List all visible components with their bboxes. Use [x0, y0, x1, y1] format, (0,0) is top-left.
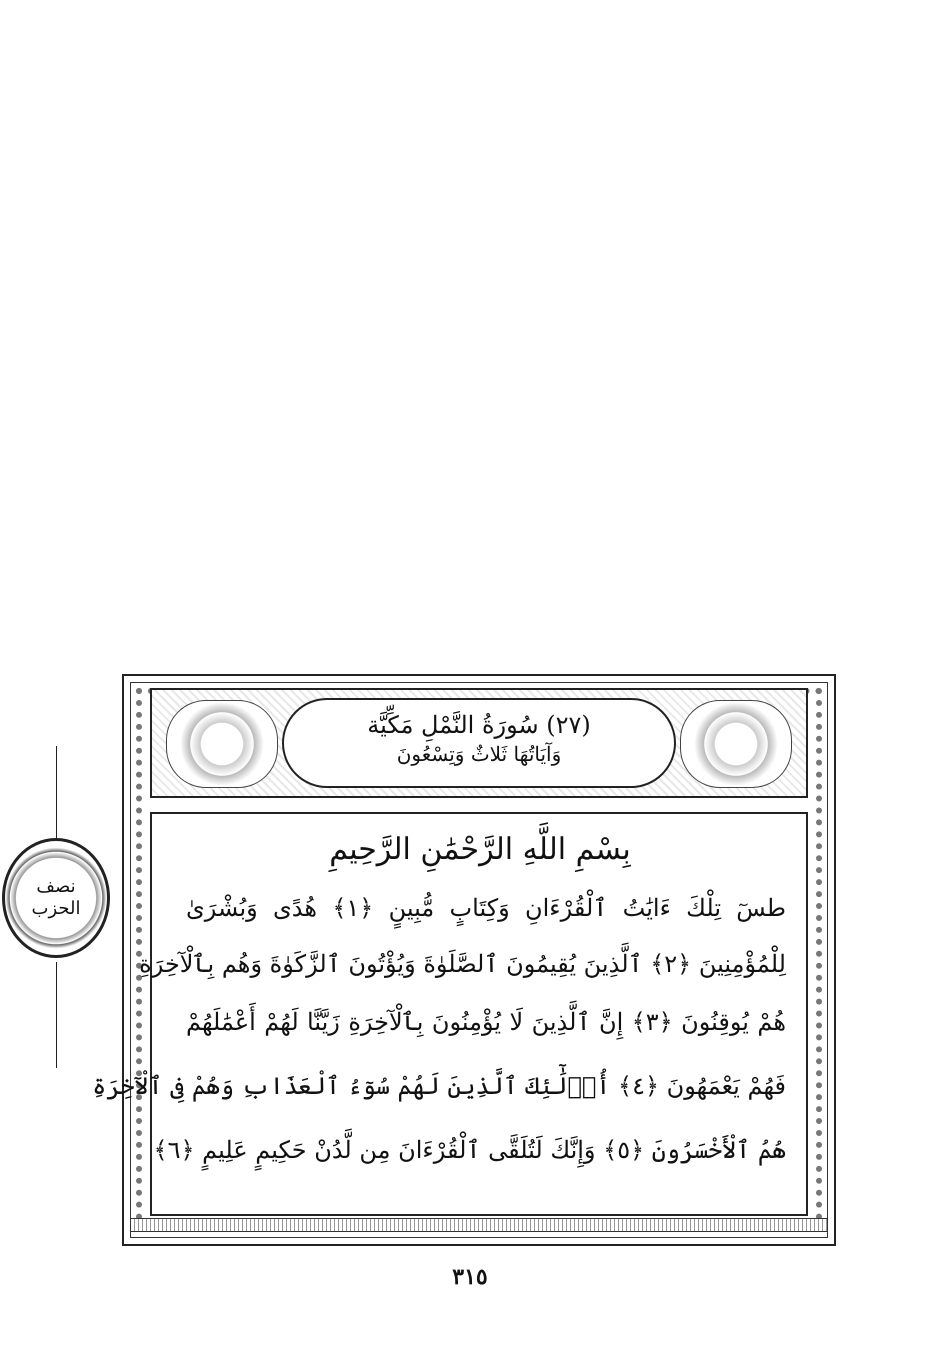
basmala: بِسْمِ اللَّهِ الرَّحْمَٰنِ الرَّحِيمِ [329, 832, 631, 867]
header-ornament-left [166, 700, 278, 788]
sura-header [150, 688, 808, 798]
hizb-medallion [2, 838, 110, 958]
bottom-border-strip [130, 1218, 828, 1232]
verse-line-3: هُمْ يُوقِنُونَ ﴿٣﴾ إِنَّ ٱلَّذِينَ لَا يُؤْمِنُونَ بِٱلْآخِرَةِ زَيَّنَّا لَهُمْ أَعْمَٰلَهُمْ [186, 1008, 786, 1036]
verse-line-5: هُمُ ٱلْأَخْسَرُونَ ﴿٥﴾ وَإِنَّكَ لَتُلَقَّى ٱلْقُرْءَانَ مِن لَّدُنْ حَكِيمٍ عَلِيمٍ ﴿٦﴾ [153, 1136, 786, 1164]
page-number: ٣١٥ [452, 1264, 488, 1290]
sura-cartouche [282, 698, 676, 788]
hizb-label-line1: نصف [36, 876, 76, 897]
sura-title: (٢٧) سُورَةُ النَّمْلِ مَكِّيَّة [367, 711, 591, 739]
hizb-line-top [56, 746, 57, 838]
sura-subtitle: وَآيَاتُهَا ثَلاثٌ وَتِسْعُونَ [396, 742, 562, 766]
verse-line-1: طسٓ تِلْكَ ءَايَٰتُ ٱلْقُرْءَانِ وَكِتَابٍ مُّبِينٍ ﴿١﴾ هُدًى وَبُشْرَىٰ [186, 894, 786, 922]
hizb-label-line2: الحزب [31, 898, 81, 919]
verse-line-4: فَهُمْ يَعْمَهُونَ ﴿٤﴾ أُو۟لَٰٓئِكَ ٱلَّذِينَ لَهُمْ سُوٓءُ ٱلْعَذَابِ وَهُمْ فِى ٱلْآخِرَةِ [92, 1072, 786, 1100]
hizb-line-bottom [56, 962, 57, 1068]
verse-line-2: لِلْمُؤْمِنِينَ ﴿٢﴾ ٱلَّذِينَ يُقِيمُونَ ٱلصَّلَوٰةَ وَيُؤْتُونَ ٱلزَّكَوٰةَ وَهُم بِٱلْآخِرَةِ [139, 950, 786, 978]
header-ornament-right [680, 700, 792, 788]
